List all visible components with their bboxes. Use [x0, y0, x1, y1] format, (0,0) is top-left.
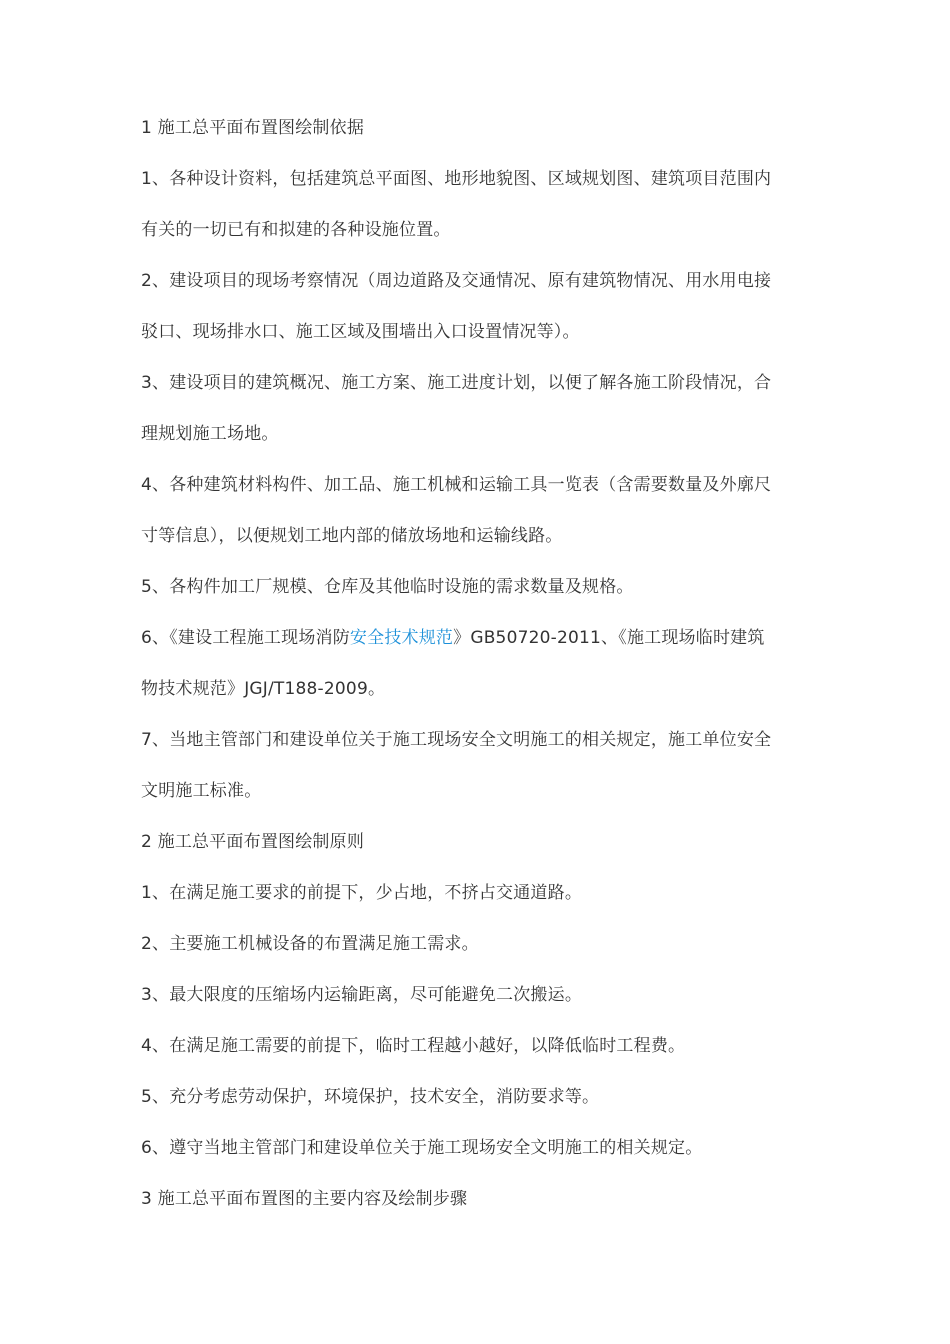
section-2-item-5: 5、充分考虑劳动保护，环境保护，技术安全，消防要求等。 [141, 1087, 600, 1107]
section-1-item-2-line-1: 2、建设项目的现场考察情况（周边道路及交通情况、原有建筑物情况、用水用电接 [141, 271, 772, 291]
section-3-heading: 3 施工总平面布置图的主要内容及绘制步骤 [141, 1189, 468, 1209]
section-1-item-4-line-2: 寸等信息），以便规划工地内部的储放场地和运输线路。 [141, 526, 563, 546]
document-body [141, 103, 821, 1225]
section-1-item-6-line-2: 物技术规范》JGJ/T188-2009。 [141, 679, 386, 699]
section-1-item-2-line-2: 驳口、现场排水口、施工区域及围墙出入口设置情况等）。 [141, 322, 580, 342]
section-1-item-7-line-1: 7、当地主管部门和建设单位关于施工现场安全文明施工的相关规定，施工单位安全 [141, 730, 772, 750]
section-1-item-6-line-1 [141, 613, 821, 664]
section-2-item-3: 3、最大限度的压缩场内运输距离，尽可能避免二次搬运。 [141, 985, 583, 1005]
section-1-item-3-line-2: 理规划施工场地。 [141, 424, 279, 444]
section-1-item-7-line-2: 文明施工标准。 [141, 781, 262, 801]
section-1-item-1-line-1: 1、各种设计资料，包括建筑总平面图、地形地貌图、区域规划图、建筑项目范围内 [141, 169, 772, 189]
section-1-item-5: 5、各构件加工厂规模、仓库及其他临时设施的需求数量及规格。 [141, 577, 634, 597]
item-6-text-before-link: 6、《建设工程施工现场消防 [141, 628, 350, 648]
section-2-item-6: 6、遵守当地主管部门和建设单位关于施工现场安全文明施工的相关规定。 [141, 1138, 703, 1158]
safety-tech-spec-link[interactable]: 安全技术规范 [349, 628, 454, 648]
section-1-item-1-line-2: 有关的一切已有和拟建的各种设施位置。 [141, 220, 451, 240]
section-2-item-1: 1、在满足施工要求的前提下，少占地，不挤占交通道路。 [141, 883, 583, 903]
item-6-text-after-link: 》GB50720-2011、《施工现场临时建筑 [453, 628, 765, 648]
section-2-item-2: 2、主要施工机械设备的布置满足施工需求。 [141, 934, 479, 954]
section-1-heading: 1 施工总平面布置图绘制依据 [141, 118, 365, 138]
section-2-item-4: 4、在满足施工需要的前提下，临时工程越小越好，以降低临时工程费。 [141, 1036, 686, 1056]
section-1-item-3-line-1: 3、建设项目的建筑概况、施工方案、施工进度计划，以便了解各施工阶段情况，合 [141, 373, 772, 393]
section-1-item-4-line-1: 4、各种建筑材料构件、加工品、施工机械和运输工具一览表（含需要数量及外廓尺 [141, 475, 772, 495]
section-2-heading: 2 施工总平面布置图绘制原则 [141, 832, 365, 852]
